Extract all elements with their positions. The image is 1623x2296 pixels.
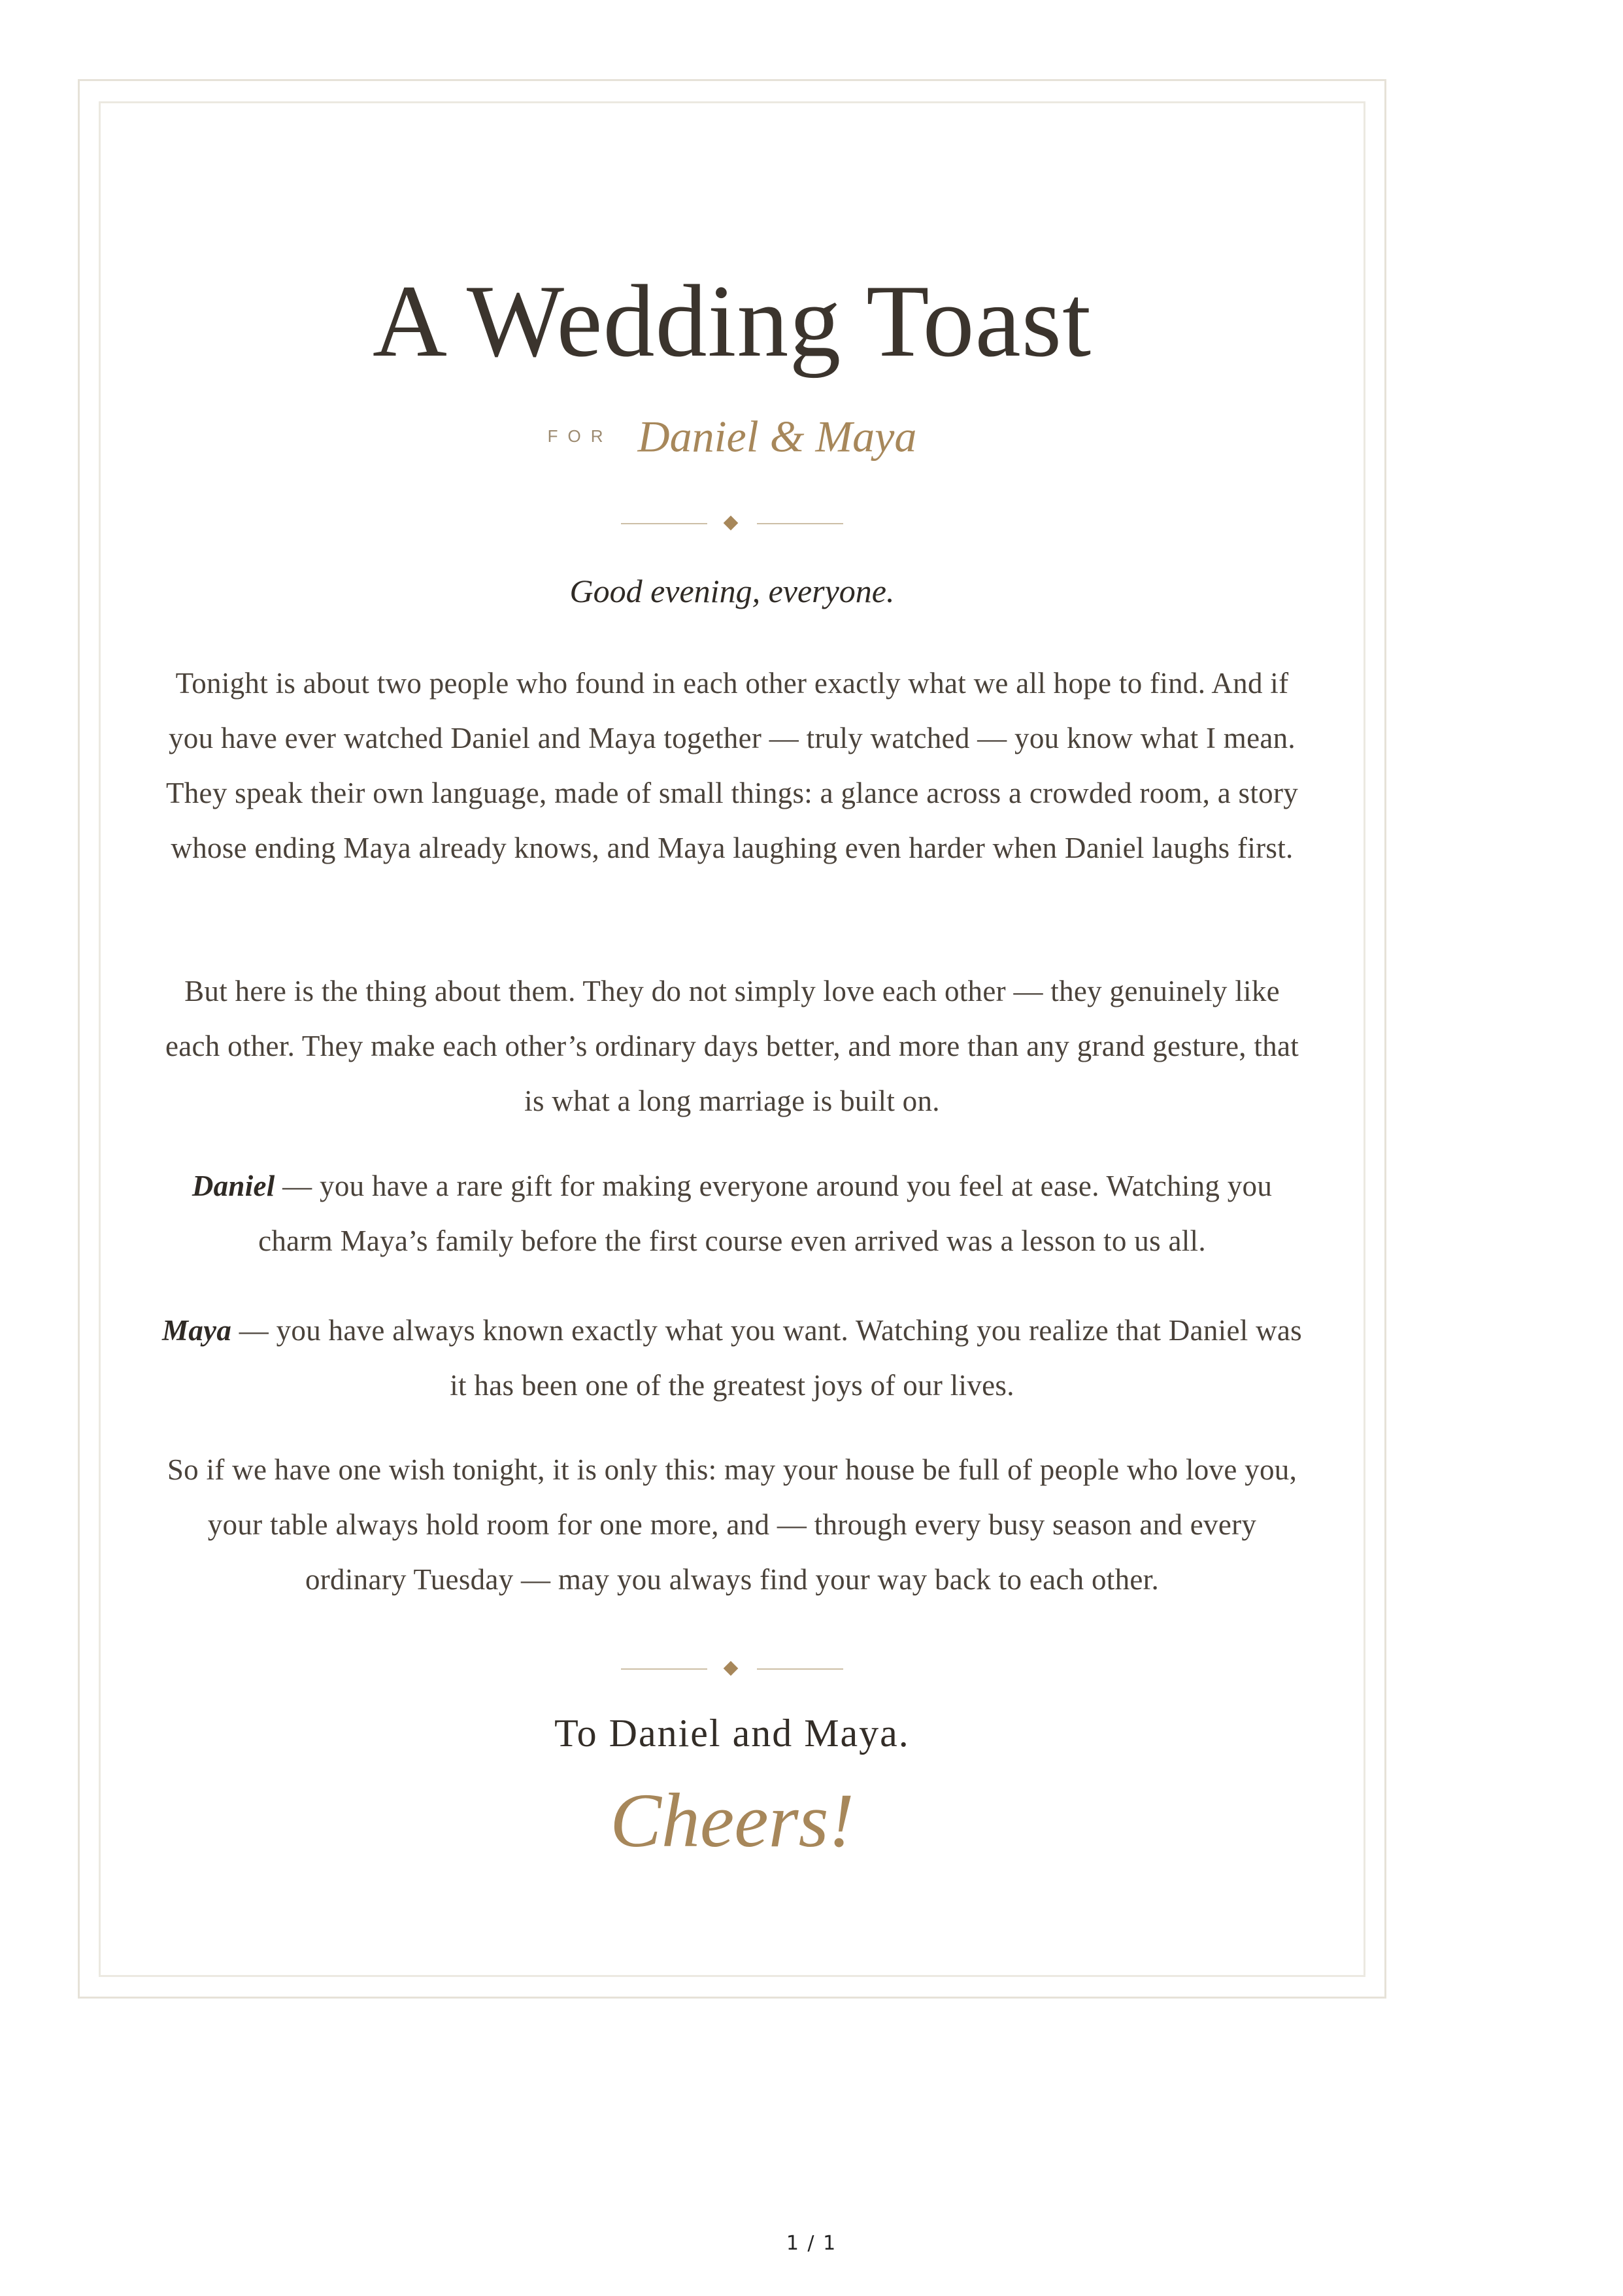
paragraph-text: — you have a rare gift for making everyone around you feel at ease. Watching you charm Maya’s family before the first course even arrived was a lesson to us all. bbox=[258, 1170, 1273, 1257]
paragraph-like-each-other bbox=[157, 964, 1307, 1128]
dedication-line bbox=[157, 407, 1307, 465]
divider-line bbox=[757, 1668, 843, 1670]
divider-ornament-top bbox=[157, 514, 1307, 533]
page-number: 1 / 1 bbox=[786, 2232, 837, 2255]
paragraph-lead-name: Maya bbox=[162, 1314, 232, 1347]
diamond-icon bbox=[724, 516, 739, 531]
diamond-icon bbox=[724, 1661, 739, 1676]
paragraph-wish bbox=[157, 1442, 1307, 1607]
divider-line bbox=[757, 523, 843, 524]
couple-names: Daniel & Maya bbox=[637, 411, 917, 462]
paragraph-daniel bbox=[157, 1158, 1307, 1268]
toast-line: To Daniel and Maya. bbox=[554, 1712, 910, 1755]
cheers-heading: Cheers! bbox=[610, 1778, 854, 1863]
greeting: Good evening, everyone. bbox=[569, 573, 895, 609]
paragraph-lead-name: Daniel bbox=[192, 1170, 275, 1202]
paragraph-text: But here is the thing about them. They do not simply love each other — they genuinely like each other. They make each other’s ordinary days better, and more than any grand gesture, that is what a long marriage is built on. bbox=[165, 975, 1299, 1117]
paragraph-text: So if we have one wish tonight, it is only this: may your house be full of people who love you, your table always hold room for one more, and — through every busy season and every ordinary Tuesday — may you always find your way back to each other. bbox=[167, 1453, 1297, 1596]
divider-line bbox=[621, 523, 707, 524]
divider-line bbox=[621, 1668, 707, 1670]
page-title: A Wedding Toast bbox=[372, 264, 1092, 379]
paragraph-text: — you have always known exactly what you want. Watching you realize that Daniel was it has been one of the greatest joys of our lives. bbox=[231, 1314, 1302, 1402]
paragraph-intro bbox=[157, 656, 1307, 875]
paragraph-maya bbox=[157, 1303, 1307, 1413]
for-label: FOR bbox=[547, 426, 613, 447]
paragraph-text: Tonight is about two people who found in each other exactly what we all hope to find. And if you have ever watched Daniel and Maya together — truly watched — you know what I mean. They speak their own language, made of small things: a glance across a crowded room, a story whose ending Maya already knows, and Maya laughing even harder when Daniel laughs first. bbox=[165, 667, 1299, 864]
divider-ornament-bottom bbox=[157, 1659, 1307, 1679]
